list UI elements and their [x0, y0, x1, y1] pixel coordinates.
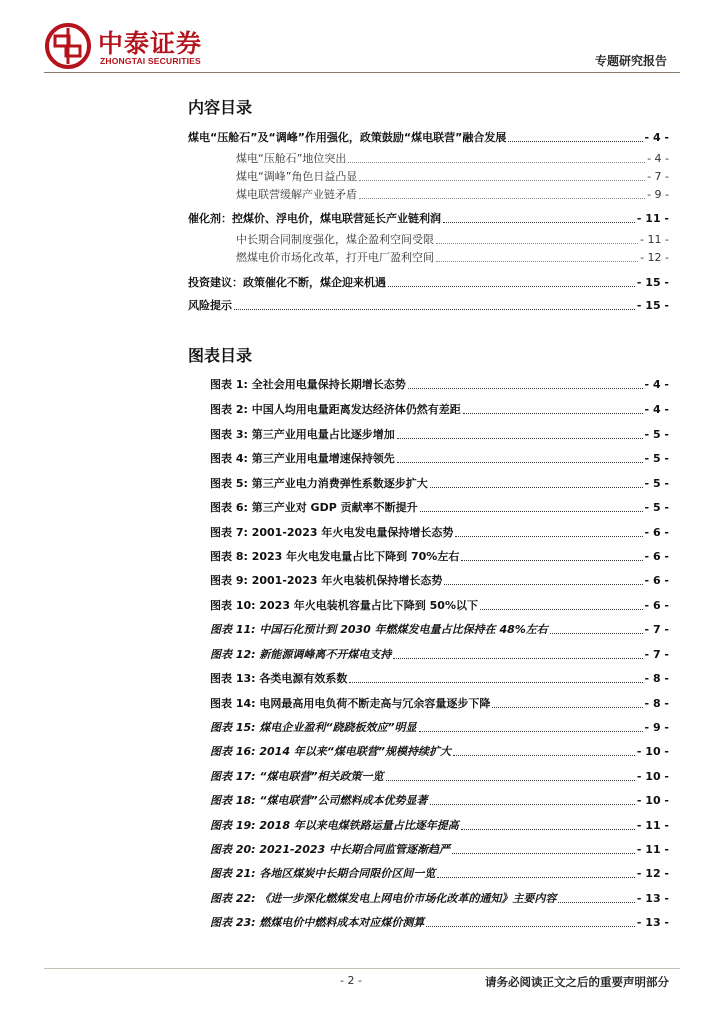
figure-item-page: - 6 - [644, 550, 669, 563]
figure-item[interactable] [210, 647, 669, 663]
figure-item-page: - 4 - [644, 378, 669, 391]
toc-item-label: 煤电“压舱石”及“调峰”作用强化，政策鼓励“煤电联营”融合发展 [188, 131, 507, 144]
figures-title: 图表目录 [188, 346, 253, 365]
figure-item-page: - 9 - [644, 721, 669, 734]
toc-leader-dots [444, 584, 642, 585]
toc-item-page: - 15 - [636, 276, 669, 289]
figure-item-label: 图表 13: 各类电源有效系数 [210, 672, 348, 685]
toc-item-page: - 4 - [644, 131, 669, 144]
toc-item-label: 燃煤电价市场化改革，打开电厂盈利空间 [236, 251, 434, 264]
toc-item-label: 催化剂：控煤价、浮电价，煤电联营延长产业链利润 [188, 212, 441, 225]
figure-item-label: 图表 10: 2023 年火电装机容量占比下降到 50%以下 [210, 599, 478, 612]
toc-leader-dots [397, 462, 643, 463]
toc-item-page: - 15 - [636, 299, 669, 312]
toc-item-label: 煤电“压舱石”地位突出 [236, 152, 347, 165]
toc-item[interactable] [236, 232, 669, 248]
figure-item-page: - 5 - [644, 501, 669, 514]
toc-leader-dots [359, 198, 645, 199]
figure-item-label: 图表 18: “煤电联营”公司燃料成本优势显著 [210, 794, 428, 807]
toc-item[interactable] [188, 298, 669, 314]
toc-item[interactable] [236, 169, 669, 185]
figure-item[interactable] [210, 598, 669, 614]
toc-leader-dots [349, 682, 642, 683]
figure-item[interactable] [210, 500, 669, 516]
toc-item-label: 风险提示 [188, 299, 232, 312]
figure-item-page: - 10 - [636, 770, 669, 783]
figure-item-page: - 8 - [644, 672, 669, 685]
figure-item-label: 图表 11: 中国石化预计到 2030 年燃煤发电量占比保持在 48%左右 [210, 623, 548, 636]
toc-leader-dots [461, 829, 635, 830]
figure-item-label: 图表 4: 第三产业用电量增速保持领先 [210, 452, 395, 465]
figure-item[interactable] [210, 549, 669, 565]
figure-item-label: 图表 19: 2018 年以来电煤铁路运量占比逐年提高 [210, 819, 459, 832]
figure-item-page: - 13 - [636, 892, 669, 905]
toc-leader-dots [408, 388, 643, 389]
report-type: 专题研究报告 [594, 54, 667, 68]
toc-item-label: 煤电“调峰”角色日益凸显 [236, 170, 358, 183]
footer-divider [44, 968, 680, 969]
figure-item-label: 图表 15: 煤电企业盈利“跷跷板效应”明显 [210, 721, 417, 734]
figure-item-page: - 8 - [644, 697, 669, 710]
toc-leader-dots [397, 438, 643, 439]
figure-item[interactable] [210, 573, 669, 589]
toc-item-page: - 9 - [647, 188, 669, 201]
figure-item-label: 图表 12: 新能源调峰离不开煤电支持 [210, 648, 392, 661]
toc-item-page: - 4 - [647, 152, 669, 165]
toc-leader-dots [348, 162, 645, 163]
toc-leader-dots [430, 804, 635, 805]
figure-item[interactable] [210, 769, 669, 785]
toc-leader-dots [508, 141, 642, 142]
figure-item-page: - 7 - [644, 648, 669, 661]
toc-item[interactable] [236, 250, 669, 266]
figure-item[interactable] [210, 818, 669, 834]
figure-item-label: 图表 14: 电网最高用电负荷不断走高与冗余容量逐步下降 [210, 697, 491, 710]
figure-item-label: 图表 20: 2021-2023 中长期合同监管逐渐趋严 [210, 843, 450, 856]
figure-item-label: 图表 16: 2014 年以来“煤电联营”规模持续扩大 [210, 745, 451, 758]
toc-leader-dots [558, 902, 635, 903]
toc-leader-dots [452, 853, 635, 854]
toc-leader-dots [426, 926, 635, 927]
figure-item[interactable] [210, 915, 669, 931]
toc-leader-dots [393, 658, 642, 659]
toc-leader-dots [430, 487, 643, 488]
figure-item-label: 图表 21: 各地区煤炭中长期合同限价区间一览 [210, 867, 436, 880]
toc-leader-dots [455, 536, 642, 537]
figure-item-label: 图表 22: 《进一步深化燃煤发电上网电价市场化改革的通知》主要内容 [210, 892, 557, 905]
toc-title: 内容目录 [188, 98, 253, 117]
figure-item-page: - 5 - [644, 477, 669, 490]
figure-item-label: 图表 6: 第三产业对 GDP 贡献率不断提升 [210, 501, 418, 514]
toc-leader-dots [436, 243, 638, 244]
toc-item-label: 煤电联营缓解产业链矛盾 [236, 188, 357, 201]
toc-item-page: - 12 - [640, 251, 669, 264]
figure-item-page: - 4 - [644, 403, 669, 416]
toc-item[interactable] [236, 151, 669, 167]
toc-item-label: 中长期合同制度强化，煤企盈利空间受限 [236, 233, 434, 246]
figure-item[interactable] [210, 891, 669, 907]
toc-leader-dots [359, 180, 645, 181]
toc-leader-dots [234, 309, 635, 310]
figure-item[interactable] [210, 793, 669, 809]
toc-leader-dots [437, 877, 635, 878]
figure-item[interactable] [210, 525, 669, 541]
toc-item-page: - 7 - [647, 170, 669, 183]
figure-item[interactable] [210, 671, 669, 687]
toc-leader-dots [550, 633, 643, 634]
toc-item-page: - 11 - [640, 233, 669, 246]
logo-chinese-name: 中泰证券 [98, 29, 203, 58]
figure-item[interactable] [210, 866, 669, 882]
figure-item-label: 图表 23: 燃煤电价中燃料成本对应煤价测算 [210, 916, 425, 929]
figure-item-page: - 10 - [636, 745, 669, 758]
toc-leader-dots [386, 780, 635, 781]
figure-item-page: - 5 - [644, 452, 669, 465]
figure-item-page: - 7 - [644, 623, 669, 636]
figure-item[interactable] [210, 622, 669, 638]
figure-item[interactable] [210, 842, 669, 858]
figure-item-label: 图表 17: “煤电联营”相关政策一览 [210, 770, 384, 783]
figure-item-label: 图表 3: 第三产业用电量占比逐步增加 [210, 428, 395, 441]
toc-item-label: 投资建议：政策催化不断，煤企迎来机遇 [188, 276, 386, 289]
figure-item-label: 图表 1: 全社会用电量保持长期增长态势 [210, 378, 406, 391]
toc-item[interactable] [188, 275, 669, 291]
toc-item[interactable] [188, 211, 669, 227]
figure-item-page: - 12 - [636, 867, 669, 880]
figure-item[interactable] [210, 696, 669, 712]
zhongtai-logo-icon [44, 22, 92, 70]
figure-item-label: 图表 2: 中国人均用电量距离发达经济体仍然有差距 [210, 403, 461, 416]
figure-item[interactable] [210, 744, 669, 760]
toc-leader-dots [461, 560, 642, 561]
figure-item[interactable] [210, 427, 669, 443]
toc-item-page: - 11 - [636, 212, 669, 225]
figure-item-page: - 11 - [636, 819, 669, 832]
logo-english-name: ZHONGTAI SECURITIES [100, 56, 201, 66]
footer-disclaimer: 请务必阅读正文之后的重要声明部分 [485, 975, 669, 989]
toc-item[interactable] [236, 187, 669, 203]
toc-item[interactable] [188, 130, 669, 146]
figure-item-label: 图表 7: 2001-2023 年火电发电量保持增长态势 [210, 526, 454, 539]
figure-item-page: - 10 - [636, 794, 669, 807]
toc-leader-dots [453, 755, 635, 756]
figure-item[interactable] [210, 377, 669, 393]
toc-leader-dots [480, 609, 643, 610]
company-logo [44, 22, 234, 70]
figure-item-label: 图表 8: 2023 年火电发电量占比下降到 70%左右 [210, 550, 460, 563]
figure-item-label: 图表 9: 2001-2023 年火电装机保持增长态势 [210, 574, 443, 587]
figure-item-page: - 13 - [636, 916, 669, 929]
toc-leader-dots [492, 707, 642, 708]
page-number: - 2 - [340, 974, 362, 987]
figure-item-page: - 6 - [644, 574, 669, 587]
figure-item[interactable] [210, 476, 669, 492]
figure-item-page: - 11 - [636, 843, 669, 856]
figure-item[interactable] [210, 451, 669, 467]
figure-item[interactable] [210, 402, 669, 418]
toc-leader-dots [388, 286, 635, 287]
header-divider [44, 72, 680, 73]
toc-leader-dots [436, 261, 638, 262]
figure-item-label: 图表 5: 第三产业电力消费弹性系数逐步扩大 [210, 477, 428, 490]
figure-item[interactable] [210, 720, 669, 736]
toc-leader-dots [443, 222, 635, 223]
toc-leader-dots [419, 731, 643, 732]
toc-leader-dots [463, 413, 643, 414]
figure-item-page: - 5 - [644, 428, 669, 441]
figure-item-page: - 6 - [644, 526, 669, 539]
toc-leader-dots [420, 511, 643, 512]
figure-item-page: - 6 - [644, 599, 669, 612]
